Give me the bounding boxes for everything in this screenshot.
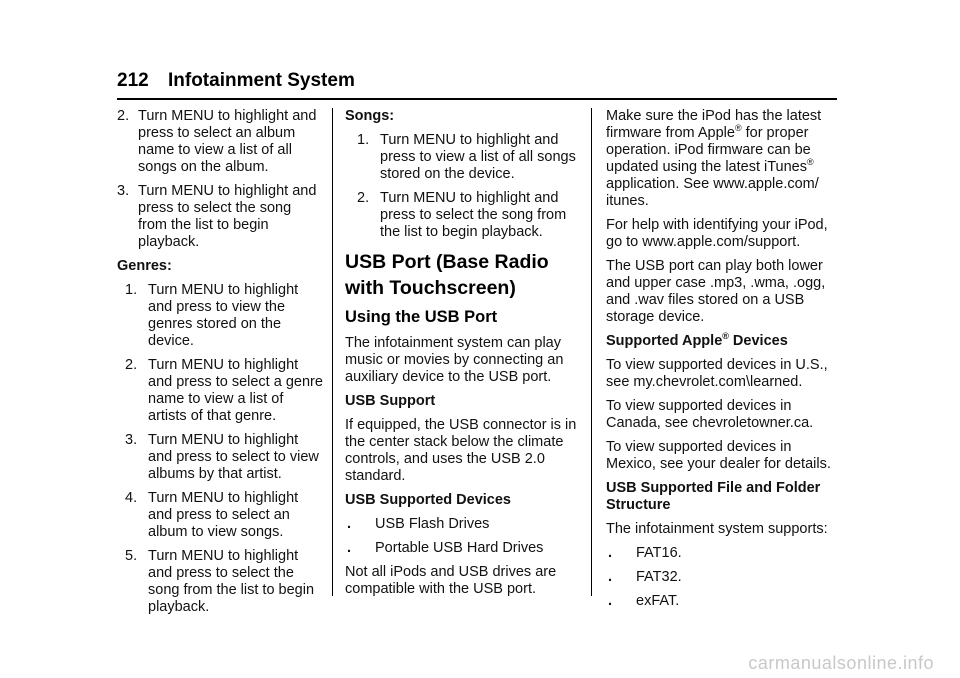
list-item [345, 516, 581, 533]
device-item: USB Flash Drives [375, 516, 490, 532]
formats-paragraph: The USB port can play both lower and upper case .mp3, .wma, .ogg, and .wav files stored on a USB storage device. [606, 258, 826, 325]
column-divider-1 [332, 108, 333, 596]
bullet: . [608, 593, 613, 609]
supports-paragraph: The infotainment system supports: [606, 521, 828, 537]
step-number: 5. [125, 548, 138, 564]
filesystem-item: FAT16. [636, 545, 682, 561]
device-item: Portable USB Hard Drives [375, 540, 544, 556]
step-number: 3. [125, 432, 138, 448]
page-number: 212 [117, 70, 149, 91]
usb-devices-heading: USB Supported Devices [345, 492, 511, 508]
step-number: 4. [125, 490, 138, 506]
step-text: Turn MENU to highlight and press to select an album name to view a list of all songs on the album. [138, 108, 317, 175]
genres-steps [113, 282, 323, 616]
compat-note: Not all iPods and USB drives are compatible with the USB port. [345, 564, 557, 597]
apple-devices-heading [606, 333, 836, 350]
structure-heading: USB Supported File and Folder Structure [606, 480, 821, 513]
watermark: carmanualsonline.info [748, 653, 934, 673]
canada-paragraph: To view supported devices in Canada, see chevroletowner.ca. [606, 398, 814, 431]
step-text: Turn MENU to highlight and press to select an album to view songs. [148, 490, 299, 540]
us-paragraph: To view supported devices in U.S., see my.chevrolet.com\learned. [606, 357, 828, 390]
firmware-paragraph [606, 108, 836, 210]
usb-support-heading: USB Support [345, 393, 436, 409]
intro-paragraph: The infotainment system can play music or movies by connecting an auxiliary device to the USB port. [345, 335, 564, 385]
step-number: 2. [125, 357, 138, 373]
step-number: 1. [125, 282, 138, 298]
step-number: 1. [357, 132, 370, 148]
step-text: Turn MENU to highlight and press to select the song from the list to begin playback. [380, 190, 567, 240]
bullet: . [608, 569, 613, 585]
list-item [113, 357, 323, 425]
help-paragraph: For help with identifying your iPod, go to www.apple.com/support. [606, 217, 828, 250]
firmware-text-b: for proper operation. iPod firmware can be updated using the latest iTunes [606, 125, 811, 175]
step-number: 2. [117, 108, 130, 124]
usb-support-text: If equipped, the USB connector is in the center stack below the climate controls, and uses the USB 2.0 standard. [345, 417, 577, 484]
page-title: Infotainment System [167, 70, 355, 91]
firmware-text-c: application. See www.apple.com/ itunes. [606, 176, 819, 209]
list-item [113, 432, 323, 483]
column-2 [345, 108, 581, 605]
list-item [113, 490, 323, 541]
section-title: USB Port (Base Radio with Touchscreen) [345, 251, 549, 299]
list-item [606, 545, 836, 562]
list-item [113, 548, 323, 616]
page-header [117, 70, 355, 92]
registered-mark: ® [734, 123, 742, 133]
firmware-text-a: Make sure the iPod has the latest firmware from Apple [606, 108, 822, 141]
step-text: Turn MENU to highlight and press to select the song from the list to begin playback. [148, 548, 315, 615]
list-item [113, 183, 323, 251]
list-item [113, 282, 323, 350]
step-text: Turn MENU to highlight and press to select the song from the list to begin playback. [138, 183, 317, 250]
list-item [345, 190, 581, 241]
list-item [113, 108, 323, 176]
step-text: Turn MENU to highlight and press to view the genres stored on the device. [148, 282, 299, 349]
list-item [345, 132, 581, 183]
step-text: Turn MENU to highlight and press to view a list of all songs stored on the device. [380, 132, 576, 182]
genres-label: Genres: [117, 258, 172, 274]
step-text: Turn MENU to highlight and press to select a genre name to view a list of artists of that genre. [148, 357, 323, 424]
step-number: 3. [117, 183, 130, 199]
filesystem-item: exFAT. [636, 593, 680, 609]
bullet: . [347, 540, 352, 556]
list-item [345, 540, 581, 557]
songs-steps [345, 132, 581, 241]
header-rule [117, 98, 837, 100]
column-3 [606, 108, 836, 617]
list-item [606, 593, 836, 610]
step-text: Turn MENU to highlight and press to select to view albums by that artist. [148, 432, 319, 482]
registered-mark: ® [807, 157, 814, 167]
registered-mark: ® [722, 331, 729, 341]
step-number: 2. [357, 190, 370, 206]
column-1 [113, 108, 323, 623]
apple-heading-a: Supported Apple [606, 333, 723, 349]
apple-heading-b: Devices [728, 333, 788, 349]
subsection-title: Using the USB Port [345, 308, 498, 326]
column-divider-2 [591, 108, 592, 596]
mexico-paragraph: To view supported devices in Mexico, see your dealer for details. [606, 439, 831, 472]
bullet: . [608, 545, 613, 561]
list-item [606, 569, 836, 586]
bullet: . [347, 516, 352, 532]
filesystem-item: FAT32. [636, 569, 682, 585]
songs-label: Songs: [345, 108, 395, 124]
